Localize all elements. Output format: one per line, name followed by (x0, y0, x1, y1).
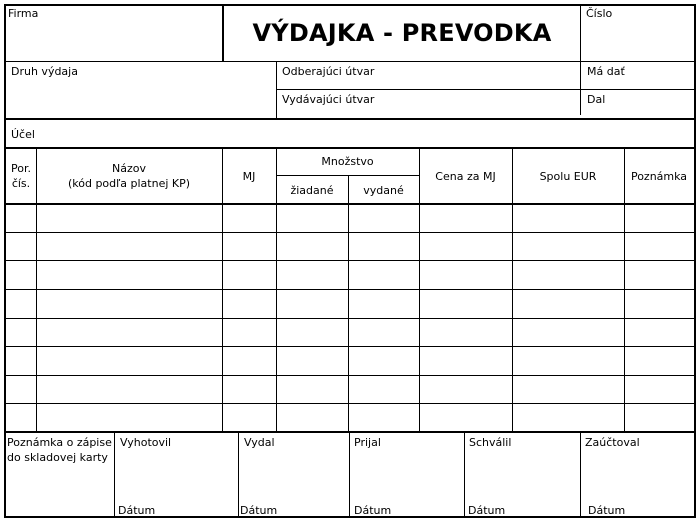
schvalil-label: Schválil (469, 436, 512, 449)
divider (114, 432, 115, 517)
prijal-label: Prijal (354, 436, 381, 449)
col-por-header-line2: čís. (11, 177, 31, 190)
dal-label: Dal (587, 93, 606, 106)
divider (4, 147, 696, 149)
table-body[interactable] (6, 205, 694, 431)
col-por-header-line1: Por. (11, 162, 31, 175)
form-title: VÝDAJKA - PREVODKA (252, 18, 552, 47)
vydal-label: Vydal (244, 436, 275, 449)
datum-label: Dátum (468, 504, 506, 517)
vydavajuci-utvar-label: Vydávajúci útvar (282, 93, 375, 106)
col-vydane-header: vydané (363, 184, 404, 197)
vyhotovil-label: Vyhotovil (120, 436, 172, 449)
divider (276, 89, 696, 90)
issue-transfer-form (4, 4, 696, 518)
ucel-field[interactable] (44, 122, 692, 146)
divider (4, 118, 696, 120)
col-mnozstvo-header: Množstvo (321, 155, 374, 168)
col-spolu-header: Spolu EUR (539, 170, 597, 183)
col-cena-header: Cena za MJ (435, 170, 496, 183)
firma-label: Firma (8, 7, 39, 20)
datum-label: Dátum (588, 504, 626, 517)
col-mj-header: MJ (242, 170, 256, 183)
border-right (694, 4, 696, 518)
col-nazov-header-line1: Názov (112, 162, 146, 175)
datum-label: Dátum (354, 504, 392, 517)
divider (580, 432, 581, 517)
divider (464, 432, 465, 517)
druh-vydaja-label: Druh výdaja (11, 65, 78, 78)
divider (4, 61, 696, 62)
odberajuci-utvar-label: Odberajúci útvar (282, 65, 375, 78)
row-divider (4, 431, 696, 433)
divider (580, 4, 581, 115)
ma-dat-label: Má dať (587, 65, 625, 78)
divider (238, 432, 239, 517)
firma-field[interactable] (8, 18, 220, 58)
col-poznamka-header: Poznámka (630, 170, 688, 183)
poznamka-zapis-label-line1: Poznámka o zápise (7, 436, 112, 449)
poznamka-zapis-label-line2: do skladovej karty (7, 451, 108, 464)
cislo-label: Číslo (586, 7, 613, 20)
cislo-field[interactable] (584, 20, 692, 60)
col-ziadane-header: žiadané (290, 184, 334, 197)
ucel-label: Účel (11, 128, 35, 141)
zauctoval-label: Zaúčtoval (585, 436, 640, 449)
col-nazov-header-line2: (kód podľa platnej KP) (67, 177, 191, 190)
datum-label: Dátum (118, 504, 156, 517)
datum-label: Dátum (240, 504, 278, 517)
divider (349, 432, 350, 517)
